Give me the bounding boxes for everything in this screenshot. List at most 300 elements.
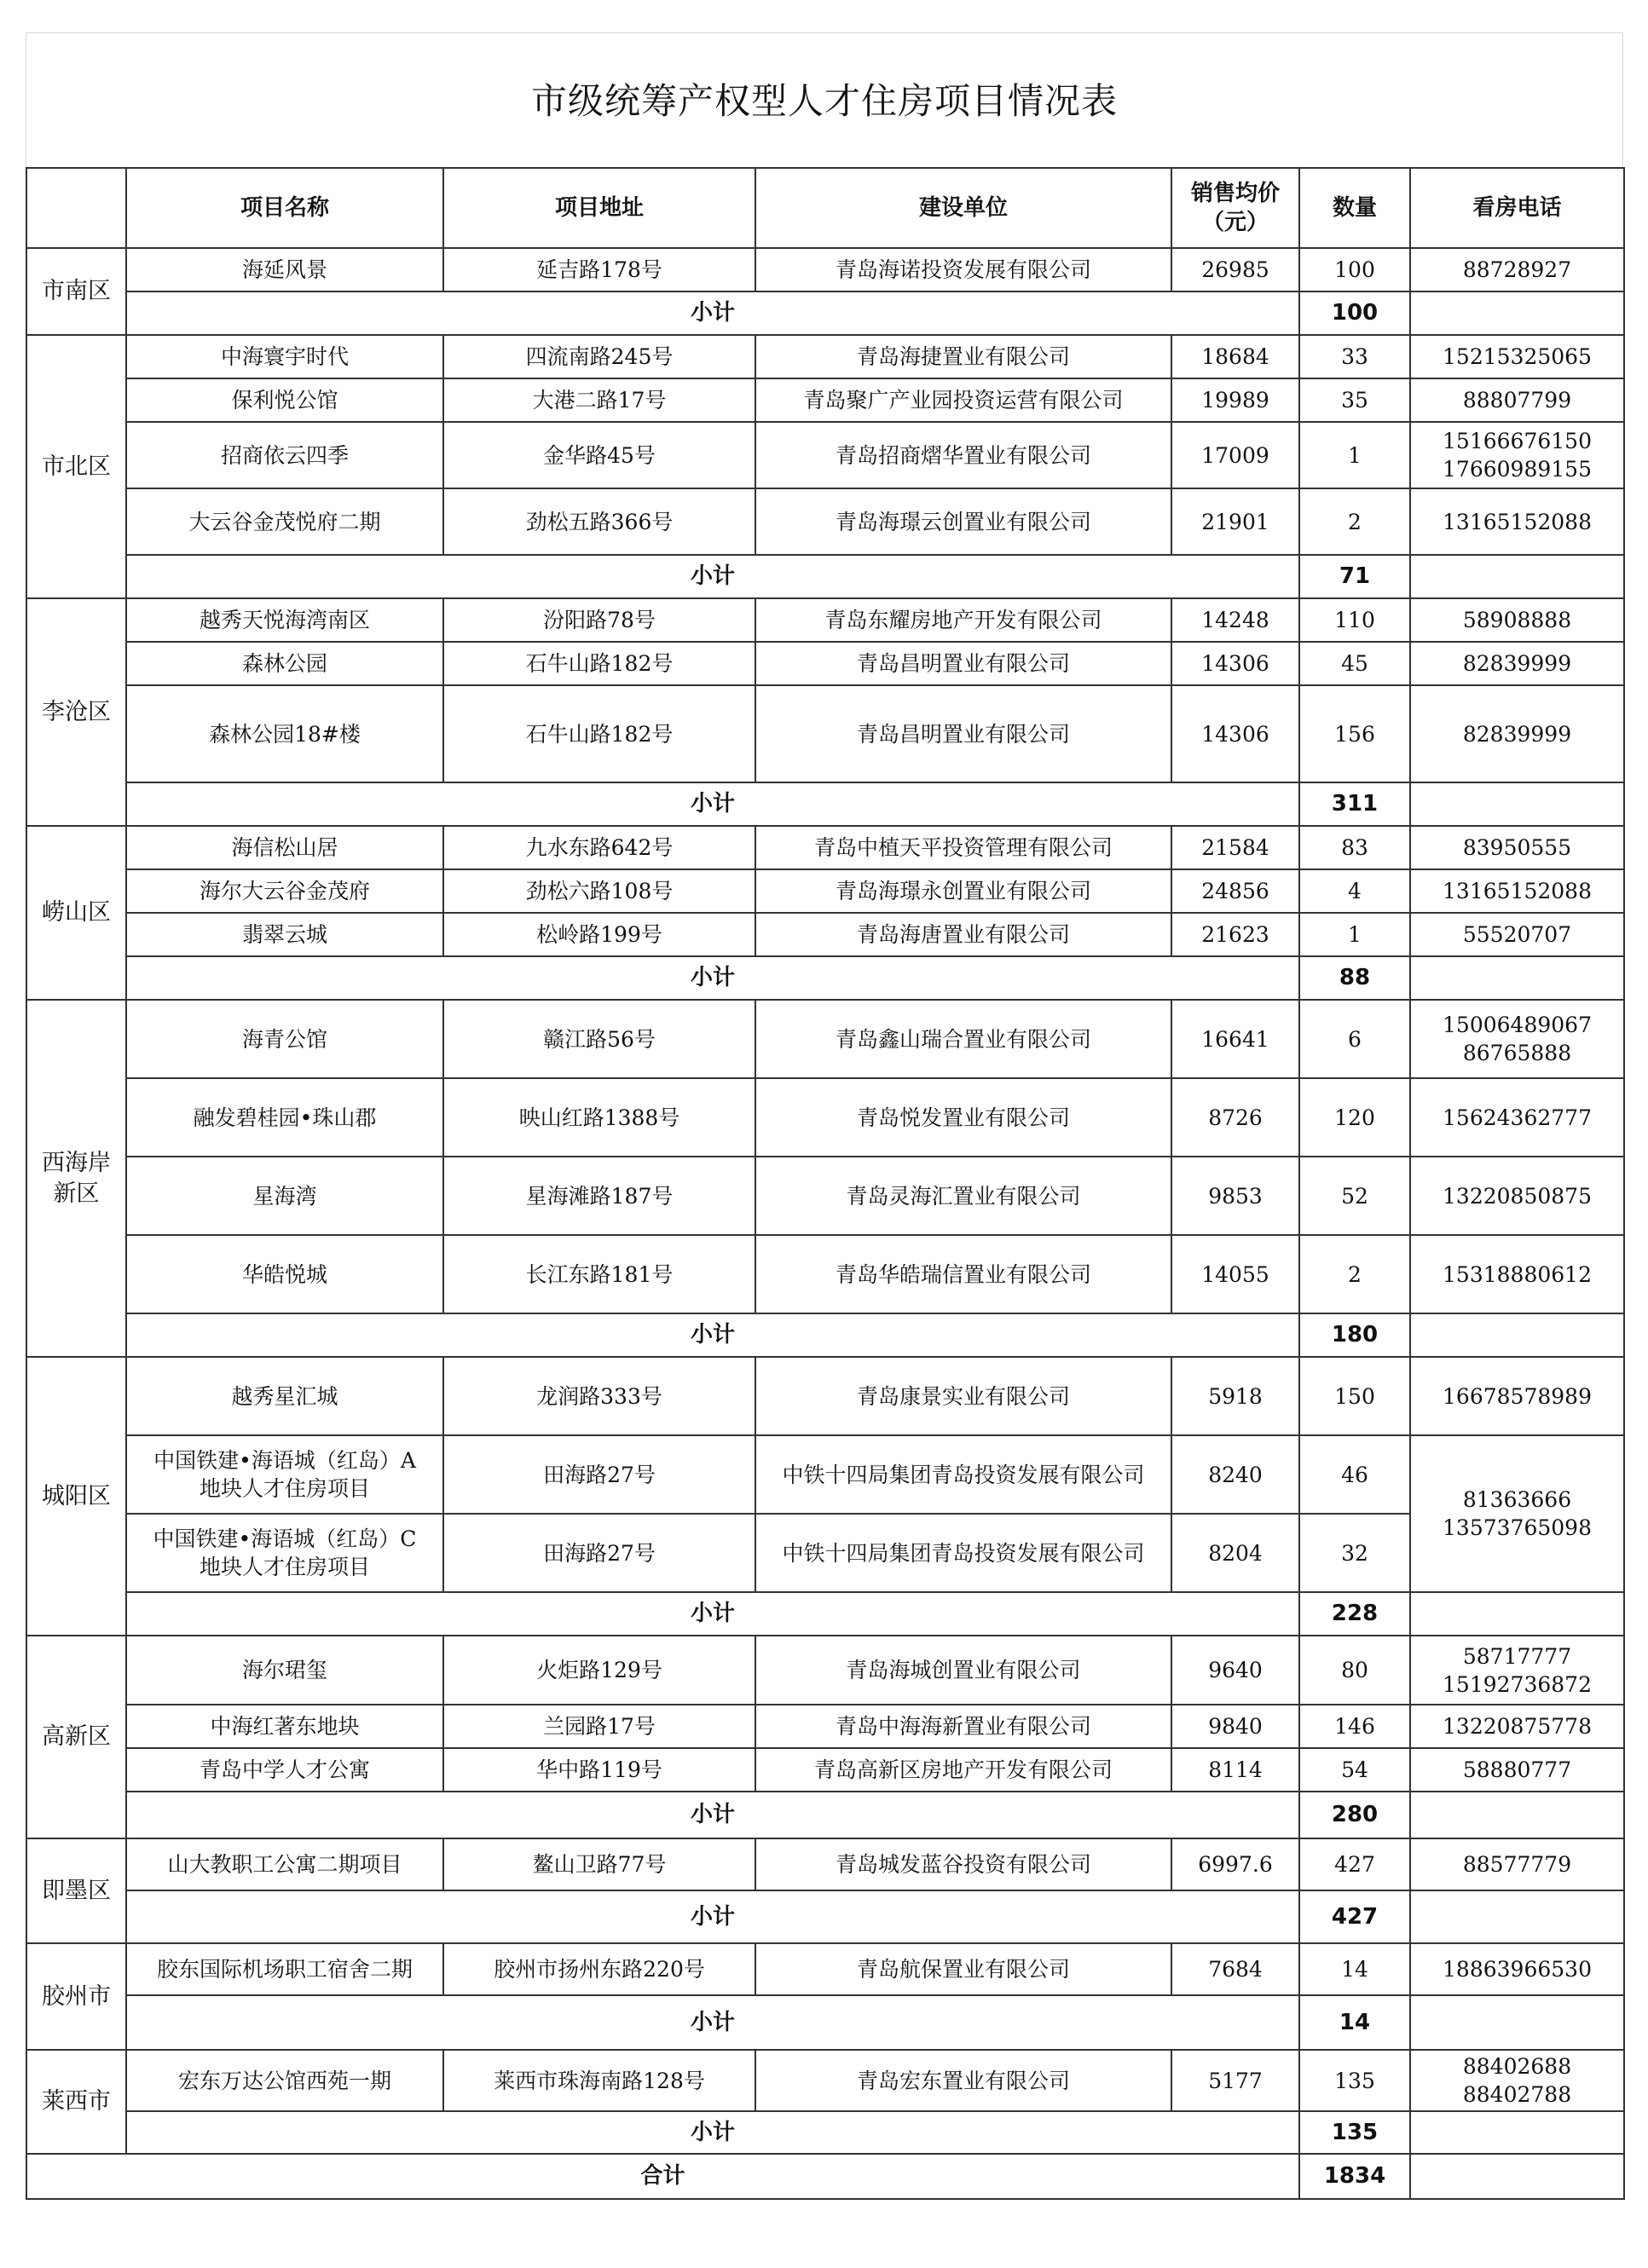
table-row (26, 422, 1624, 488)
district-name-line: 即墨区 (42, 1877, 111, 1904)
project-name-cell (126, 248, 443, 291)
table-row (26, 1943, 1624, 1995)
table-row (26, 1435, 1624, 1514)
quantity-cell: 46 (1299, 1435, 1410, 1514)
district-cell (26, 826, 126, 1000)
project-name-line: 地块人才住房项目 (199, 1476, 370, 1501)
phone-number: 15215325065 (1443, 344, 1592, 369)
project-name-line: 海信松山居 (231, 835, 338, 860)
developer-cell: 青岛海璟云创置业有限公司 (755, 488, 1171, 555)
developer-cell: 青岛海城创置业有限公司 (755, 1636, 1171, 1705)
project-name-line: 中国铁建•海语城（红岛）A (153, 1448, 416, 1473)
table-row (26, 488, 1624, 555)
quantity-cell: 100 (1299, 248, 1410, 291)
phone-number: 13220875778 (1443, 1714, 1592, 1739)
project-name-line: 星海湾 (252, 1183, 317, 1209)
project-name-cell (126, 1157, 443, 1235)
project-address-cell: 星海滩路187号 (443, 1157, 755, 1235)
project-name-line: 海延风景 (241, 257, 327, 282)
header-phone: 看房电话 (1410, 168, 1624, 248)
phone-cell (1410, 248, 1624, 291)
phone-number: 58880777 (1462, 1757, 1572, 1782)
developer-cell: 青岛灵海汇置业有限公司 (755, 1157, 1171, 1235)
phone-cell (1410, 488, 1624, 555)
quantity-cell: 6 (1299, 1000, 1410, 1078)
project-name-line: 宏东万达公馆西苑一期 (177, 2068, 391, 2093)
phone-number: 86765888 (1462, 1041, 1572, 1065)
price-cell: 8726 (1171, 1078, 1299, 1157)
developer-cell: 青岛昌明置业有限公司 (755, 685, 1171, 782)
price-cell: 19989 (1171, 378, 1299, 422)
developer-cell: 青岛昌明置业有限公司 (755, 642, 1171, 685)
project-name-line: 华皓悦城 (241, 1261, 327, 1287)
phone-number: 13165152088 (1443, 879, 1592, 903)
project-name-cell (126, 826, 443, 869)
district-cell (26, 1357, 126, 1636)
subtotal-value: 280 (1299, 1792, 1410, 1838)
project-name-line: 海尔大云谷金茂府 (199, 879, 370, 903)
phone-number: 88577779 (1462, 1852, 1572, 1877)
phone-number: 15166676150 (1443, 429, 1592, 453)
price-cell: 5918 (1171, 1357, 1299, 1435)
quantity-cell: 52 (1299, 1157, 1410, 1235)
project-name-line: 融发碧桂园•珠山郡 (193, 1105, 377, 1130)
developer-cell: 青岛海唐置业有限公司 (755, 913, 1171, 956)
quantity-cell: 32 (1299, 1514, 1410, 1592)
developer-cell: 青岛鑫山瑞合置业有限公司 (755, 1000, 1171, 1078)
district-name-line: 市南区 (42, 278, 111, 305)
project-name-line: 翡翠云城 (241, 922, 327, 947)
subtotal-row (26, 782, 1624, 826)
quantity-cell: 2 (1299, 488, 1410, 555)
price-cell: 6997.6 (1171, 1838, 1299, 1890)
phone-number: 16678578989 (1443, 1383, 1592, 1409)
phone-cell (1410, 1078, 1624, 1157)
quantity-cell: 110 (1299, 598, 1410, 642)
project-name-cell (126, 913, 443, 956)
subtotal-phone-empty (1410, 956, 1624, 1000)
phone-number: 17660989155 (1443, 457, 1592, 482)
district-name-line: 西海岸 (42, 1149, 111, 1176)
subtotal-value: 135 (1299, 2111, 1410, 2154)
phone-cell (1410, 642, 1624, 685)
project-address-cell: 赣江路56号 (443, 1000, 755, 1078)
phone-cell (1410, 913, 1624, 956)
table-row (26, 1157, 1624, 1235)
table-row (26, 1748, 1624, 1792)
project-name-cell (126, 488, 443, 555)
project-address-cell: 四流南路245号 (443, 335, 755, 378)
subtotal-value: 14 (1299, 1995, 1410, 2050)
header-quantity: 数量 (1299, 168, 1410, 248)
district-cell (26, 335, 126, 598)
table-row (26, 826, 1624, 869)
district-cell (26, 1943, 126, 2050)
district-name-line: 崂山区 (42, 899, 111, 926)
project-address-cell: 延吉路178号 (443, 248, 755, 291)
project-name-line: 越秀星汇城 (231, 1383, 338, 1409)
subtotal-value: 427 (1299, 1890, 1410, 1943)
phone-cell (1410, 1636, 1624, 1705)
phone-cell (1410, 1235, 1624, 1313)
subtotal-row (26, 2111, 1624, 2154)
district-name-line: 胶州市 (42, 1982, 111, 2010)
subtotal-phone-empty (1410, 1592, 1624, 1636)
table-row (26, 642, 1624, 685)
table-row (26, 335, 1624, 378)
project-name-cell (126, 1514, 443, 1592)
phone-number: 13573765098 (1443, 1515, 1592, 1540)
developer-cell: 青岛东耀房地产开发有限公司 (755, 598, 1171, 642)
project-address-cell: 映山红路1388号 (443, 1078, 755, 1157)
project-name-cell (126, 1705, 443, 1748)
price-cell: 21901 (1171, 488, 1299, 555)
subtotal-label: 小计 (126, 1792, 1299, 1838)
district-cell (26, 1838, 126, 1943)
price-cell: 9853 (1171, 1157, 1299, 1235)
project-name-cell (126, 1078, 443, 1157)
project-address-cell: 大港二路17号 (443, 378, 755, 422)
price-cell: 7684 (1171, 1943, 1299, 1995)
developer-cell: 青岛悦发置业有限公司 (755, 1078, 1171, 1157)
subtotal-phone-empty (1410, 1995, 1624, 2050)
price-cell: 8114 (1171, 1748, 1299, 1792)
price-cell: 14248 (1171, 598, 1299, 642)
developer-cell: 青岛中海海新置业有限公司 (755, 1705, 1171, 1748)
header-price-line1: 销售均价 (1190, 180, 1280, 206)
subtotal-label: 小计 (126, 2111, 1299, 2154)
quantity-cell: 54 (1299, 1748, 1410, 1792)
price-cell: 8240 (1171, 1435, 1299, 1514)
price-cell: 21623 (1171, 913, 1299, 956)
subtotal-phone-empty (1410, 291, 1624, 335)
developer-cell: 青岛招商熠华置业有限公司 (755, 422, 1171, 488)
project-name-line: 森林公园 (241, 651, 327, 676)
subtotal-row (26, 1792, 1624, 1838)
project-address-cell: 鳌山卫路77号 (443, 1838, 755, 1890)
project-address-cell: 劲松五路366号 (443, 488, 755, 555)
header-project-name: 项目名称 (126, 168, 443, 248)
project-name-cell (126, 598, 443, 642)
project-name-cell (126, 1943, 443, 1995)
quantity-cell: 150 (1299, 1357, 1410, 1435)
quantity-cell: 135 (1299, 2050, 1410, 2111)
header-row (26, 168, 1624, 248)
quantity-cell: 45 (1299, 642, 1410, 685)
phone-cell (1410, 1000, 1624, 1078)
project-name-line: 越秀天悦海湾南区 (199, 608, 370, 632)
project-address-cell: 田海路27号 (443, 1435, 755, 1514)
project-address-cell: 松岭路199号 (443, 913, 755, 956)
project-address-cell: 石牛山路182号 (443, 642, 755, 685)
developer-cell: 青岛海捷置业有限公司 (755, 335, 1171, 378)
project-address-cell: 汾阳路78号 (443, 598, 755, 642)
price-cell: 16641 (1171, 1000, 1299, 1078)
phone-cell (1410, 1748, 1624, 1792)
quantity-cell: 14 (1299, 1943, 1410, 1995)
table-row (26, 1078, 1624, 1157)
project-address-cell: 九水东路642号 (443, 826, 755, 869)
total-label: 合计 (26, 2154, 1299, 2199)
developer-cell: 青岛海璟永创置业有限公司 (755, 869, 1171, 913)
subtotal-phone-empty (1410, 1313, 1624, 1357)
housing-projects-table (26, 167, 1625, 2200)
price-cell: 8204 (1171, 1514, 1299, 1592)
phone-cell (1410, 2050, 1624, 2111)
subtotal-phone-empty (1410, 782, 1624, 826)
developer-cell: 中铁十四局集团青岛投资发展有限公司 (755, 1514, 1171, 1592)
subtotal-value: 100 (1299, 291, 1410, 335)
subtotal-row (26, 291, 1624, 335)
project-name-line: 青岛中学人才公寓 (199, 1757, 370, 1782)
phone-number: 15318880612 (1443, 1261, 1592, 1287)
district-name-line: 新区 (53, 1180, 100, 1207)
price-cell: 14306 (1171, 642, 1299, 685)
phone-number: 13165152088 (1443, 509, 1592, 534)
price-cell: 26985 (1171, 248, 1299, 291)
district-cell (26, 2050, 126, 2154)
district-name-line: 市北区 (42, 453, 111, 480)
district-name-line: 莱西市 (42, 2088, 111, 2115)
table-row (26, 378, 1624, 422)
subtotal-value: 71 (1299, 555, 1410, 598)
subtotal-row (26, 1592, 1624, 1636)
phone-number: 82839999 (1462, 721, 1572, 747)
table-row (26, 1514, 1624, 1592)
project-name-cell (126, 1235, 443, 1313)
quantity-cell: 120 (1299, 1078, 1410, 1157)
project-address-cell: 劲松六路108号 (443, 869, 755, 913)
phone-cell (1410, 685, 1624, 782)
developer-cell: 青岛高新区房地产开发有限公司 (755, 1748, 1171, 1792)
project-name-cell (126, 378, 443, 422)
subtotal-label: 小计 (126, 1890, 1299, 1943)
subtotal-phone-empty (1410, 1890, 1624, 1943)
table-row (26, 685, 1624, 782)
phone-cell (1410, 335, 1624, 378)
subtotal-label: 小计 (126, 1592, 1299, 1636)
phone-cell (1410, 826, 1624, 869)
subtotal-value: 88 (1299, 956, 1410, 1000)
subtotal-label: 小计 (126, 956, 1299, 1000)
phone-cell (1410, 1943, 1624, 1995)
table-row (26, 1357, 1624, 1435)
district-cell (26, 1636, 126, 1838)
quantity-cell: 146 (1299, 1705, 1410, 1748)
project-name-line: 中海寰宇时代 (220, 344, 349, 369)
project-name-cell (126, 1000, 443, 1078)
page-title: 市级统筹产权型人才住房项目情况表 (530, 80, 1118, 122)
project-name-cell (126, 685, 443, 782)
quantity-cell: 156 (1299, 685, 1410, 782)
phone-number: 15192736872 (1443, 1671, 1592, 1697)
title-box (26, 32, 1623, 169)
subtotal-phone-empty (1410, 2111, 1624, 2154)
price-cell: 24856 (1171, 869, 1299, 913)
project-address-cell: 长江东路181号 (443, 1235, 755, 1313)
phone-number: 81363666 (1462, 1487, 1572, 1512)
document-sheet (26, 32, 1623, 2231)
phone-cell (1410, 1157, 1624, 1235)
project-name-line: 森林公园18#楼 (209, 721, 361, 747)
project-name-cell (126, 642, 443, 685)
phone-number: 15006489067 (1443, 1013, 1592, 1037)
phone-cell (1410, 598, 1624, 642)
district-cell (26, 248, 126, 335)
project-name-line: 山大教职工公寓二期项目 (167, 1852, 402, 1877)
header-average-price (1171, 168, 1299, 248)
quantity-cell: 2 (1299, 1235, 1410, 1313)
phone-cell (1410, 422, 1624, 488)
phone-number: 13220850875 (1443, 1183, 1592, 1209)
project-name-line: 中海红著东地块 (210, 1714, 360, 1739)
price-cell: 14055 (1171, 1235, 1299, 1313)
total-phone-empty (1410, 2154, 1624, 2199)
quantity-cell: 80 (1299, 1636, 1410, 1705)
project-name-line: 招商依云四季 (220, 442, 349, 468)
project-address-cell: 火炬路129号 (443, 1636, 755, 1705)
project-name-line: 海青公馆 (241, 1026, 327, 1052)
phone-number: 18863966530 (1443, 1957, 1592, 1982)
project-address-cell: 金华路45号 (443, 422, 755, 488)
project-address-cell: 兰园路17号 (443, 1705, 755, 1748)
price-cell: 9840 (1171, 1705, 1299, 1748)
project-address-cell: 石牛山路182号 (443, 685, 755, 782)
project-name-cell (126, 1838, 443, 1890)
developer-cell: 青岛华皓瑞信置业有限公司 (755, 1235, 1171, 1313)
phone-cell (1410, 1838, 1624, 1890)
subtotal-label: 小计 (126, 1995, 1299, 2050)
subtotal-row (26, 1995, 1624, 2050)
project-name-cell (126, 1748, 443, 1792)
quantity-cell: 33 (1299, 335, 1410, 378)
district-name-line: 高新区 (42, 1723, 111, 1751)
subtotal-value: 180 (1299, 1313, 1410, 1357)
project-name-cell (126, 1636, 443, 1705)
quantity-cell: 83 (1299, 826, 1410, 869)
project-name-line: 地块人才住房项目 (199, 1555, 370, 1579)
subtotal-row (26, 1890, 1624, 1943)
table-row (26, 598, 1624, 642)
price-cell: 5177 (1171, 2050, 1299, 2111)
quantity-cell: 4 (1299, 869, 1410, 913)
subtotal-value: 228 (1299, 1592, 1410, 1636)
table-row (26, 2050, 1624, 2111)
price-cell: 17009 (1171, 422, 1299, 488)
phone-cell (1410, 1357, 1624, 1435)
district-name-line: 李沧区 (42, 698, 111, 725)
phone-number: 88807799 (1462, 388, 1572, 413)
table-row (26, 869, 1624, 913)
phone-cell (1410, 1705, 1624, 1748)
project-name-cell (126, 869, 443, 913)
phone-number: 15624362777 (1443, 1105, 1592, 1130)
table-row (26, 1838, 1624, 1890)
project-name-cell (126, 1357, 443, 1435)
subtotal-phone-empty (1410, 1792, 1624, 1838)
table-row (26, 1705, 1624, 1748)
district-cell (26, 598, 126, 826)
developer-cell: 青岛海诺投资发展有限公司 (755, 248, 1171, 291)
project-address-cell: 龙润路333号 (443, 1357, 755, 1435)
developer-cell: 青岛聚广产业园投资运营有限公司 (755, 378, 1171, 422)
developer-cell: 青岛康景实业有限公司 (755, 1357, 1171, 1435)
subtotal-label: 小计 (126, 555, 1299, 598)
header-price-line2: （元） (1201, 210, 1269, 235)
table-row (26, 1636, 1624, 1705)
phone-number: 55520707 (1462, 922, 1572, 947)
project-name-cell (126, 422, 443, 488)
quantity-cell: 1 (1299, 913, 1410, 956)
developer-cell: 青岛宏东置业有限公司 (755, 2050, 1171, 2111)
quantity-cell: 35 (1299, 378, 1410, 422)
district-cell (26, 1000, 126, 1357)
project-name-line: 保利悦公馆 (231, 388, 338, 413)
district-name-line: 城阳区 (42, 1482, 111, 1509)
project-address-cell: 莱西市珠海南路128号 (443, 2050, 755, 2111)
phone-number: 58717777 (1462, 1643, 1572, 1669)
phone-number: 82839999 (1462, 651, 1572, 676)
project-address-cell: 田海路27号 (443, 1514, 755, 1592)
developer-cell: 青岛中植天平投资管理有限公司 (755, 826, 1171, 869)
total-value: 1834 (1299, 2154, 1410, 2199)
project-name-cell (126, 335, 443, 378)
header-project-address: 项目地址 (443, 168, 755, 248)
quantity-cell: 1 (1299, 422, 1410, 488)
phone-number: 88402688 (1462, 2054, 1572, 2079)
subtotal-value: 311 (1299, 782, 1410, 826)
subtotal-label: 小计 (126, 782, 1299, 826)
subtotal-label: 小计 (126, 291, 1299, 335)
subtotal-phone-empty (1410, 555, 1624, 598)
developer-cell: 中铁十四局集团青岛投资发展有限公司 (755, 1435, 1171, 1514)
subtotal-label: 小计 (126, 1313, 1299, 1357)
price-cell: 18684 (1171, 335, 1299, 378)
header-district (26, 168, 126, 248)
price-cell: 14306 (1171, 685, 1299, 782)
table-row (26, 913, 1624, 956)
project-address-cell: 华中路119号 (443, 1748, 755, 1792)
price-cell: 9640 (1171, 1636, 1299, 1705)
project-name-line: 胶东国际机场职工宿舍二期 (156, 1957, 413, 1982)
phone-number: 88402788 (1462, 2082, 1572, 2107)
header-developer: 建设单位 (755, 168, 1171, 248)
project-name-cell (126, 2050, 443, 2111)
phone-cell (1410, 1435, 1624, 1592)
table-row (26, 248, 1624, 291)
project-name-line: 大云谷金茂悦府二期 (188, 509, 381, 534)
price-cell: 21584 (1171, 826, 1299, 869)
table-row (26, 1235, 1624, 1313)
developer-cell: 青岛城发蓝谷投资有限公司 (755, 1838, 1171, 1890)
developer-cell: 青岛航保置业有限公司 (755, 1943, 1171, 1995)
subtotal-row (26, 956, 1624, 1000)
subtotal-row (26, 1313, 1624, 1357)
total-row (26, 2154, 1624, 2199)
quantity-cell: 427 (1299, 1838, 1410, 1890)
phone-cell (1410, 869, 1624, 913)
phone-cell (1410, 378, 1624, 422)
table-row (26, 1000, 1624, 1078)
project-name-line: 中国铁建•海语城（红岛）C (153, 1526, 417, 1551)
subtotal-row (26, 555, 1624, 598)
project-address-cell: 胶州市扬州东路220号 (443, 1943, 755, 1995)
phone-number: 88728927 (1462, 257, 1572, 282)
project-name-cell (126, 1435, 443, 1514)
phone-number: 83950555 (1462, 835, 1572, 860)
project-name-line: 海尔珺玺 (241, 1658, 327, 1682)
phone-number: 58908888 (1462, 608, 1572, 632)
